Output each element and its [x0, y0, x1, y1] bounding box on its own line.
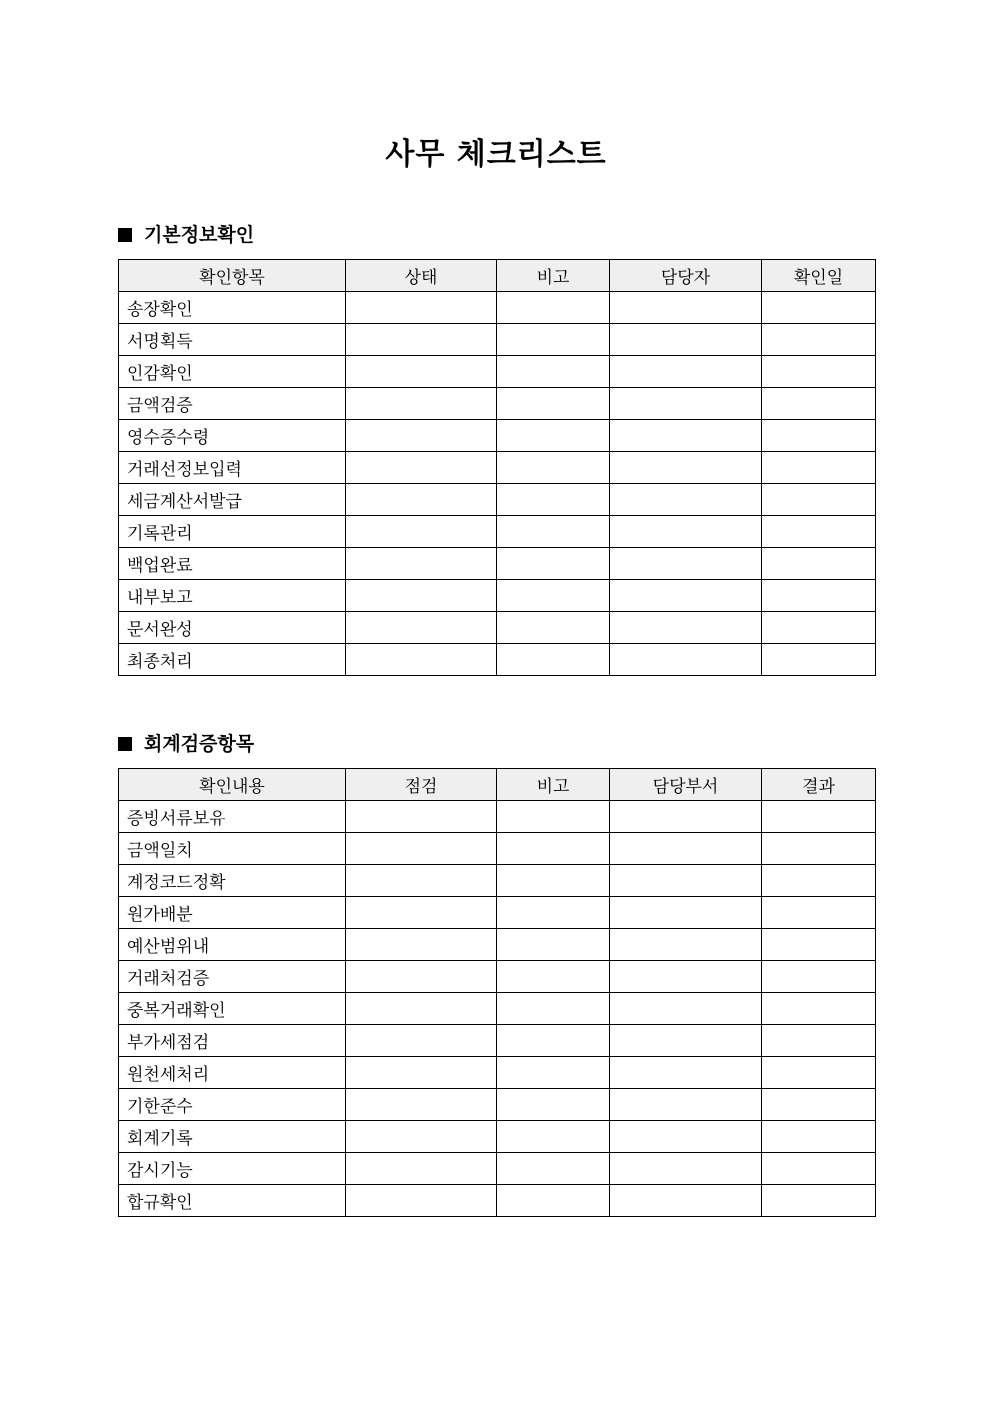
item-label-cell: 금액일치 [119, 833, 346, 865]
item-label-cell: 계정코드정확 [119, 865, 346, 897]
table-row [119, 865, 876, 897]
blank-entry-cell[interactable] [610, 548, 762, 580]
blank-entry-cell[interactable] [497, 612, 610, 644]
table-row [119, 356, 876, 388]
blank-entry-cell[interactable] [346, 452, 497, 484]
item-label-cell: 기한준수 [119, 1089, 346, 1121]
column-header: 비고 [497, 260, 610, 292]
blank-entry-cell[interactable] [497, 801, 610, 833]
item-label-cell: 영수증수령 [119, 420, 346, 452]
blank-entry-cell[interactable] [762, 1057, 876, 1089]
table-row [119, 516, 876, 548]
blank-entry-cell[interactable] [346, 833, 497, 865]
blank-entry-cell[interactable] [610, 388, 762, 420]
blank-entry-cell[interactable] [497, 516, 610, 548]
blank-entry-cell[interactable] [497, 484, 610, 516]
square-bullet-icon [118, 228, 132, 242]
blank-entry-cell[interactable] [497, 1089, 610, 1121]
table-row [119, 324, 876, 356]
column-header: 확인항목 [119, 260, 346, 292]
blank-entry-cell[interactable] [497, 1185, 610, 1217]
blank-entry-cell[interactable] [497, 1153, 610, 1185]
blank-entry-cell[interactable] [497, 548, 610, 580]
table-row [119, 961, 876, 993]
blank-entry-cell[interactable] [610, 929, 762, 961]
section-heading-accounting [118, 731, 254, 757]
column-header: 확인일 [762, 260, 876, 292]
blank-entry-cell[interactable] [762, 644, 876, 676]
blank-entry-cell[interactable] [762, 356, 876, 388]
table-row [119, 1025, 876, 1057]
blank-entry-cell[interactable] [762, 1121, 876, 1153]
blank-entry-cell[interactable] [346, 1089, 497, 1121]
blank-entry-cell[interactable] [610, 356, 762, 388]
item-label-cell: 세금계산서발급 [119, 484, 346, 516]
blank-entry-cell[interactable] [346, 388, 497, 420]
table-row [119, 1153, 876, 1185]
table-row [119, 420, 876, 452]
blank-entry-cell[interactable] [762, 580, 876, 612]
item-label-cell: 회계기록 [119, 1121, 346, 1153]
blank-entry-cell[interactable] [346, 580, 497, 612]
table-row [119, 1089, 876, 1121]
item-label-cell: 인감확인 [119, 356, 346, 388]
column-header: 상태 [346, 260, 497, 292]
blank-entry-cell[interactable] [497, 833, 610, 865]
blank-entry-cell[interactable] [610, 324, 762, 356]
accounting-verification-table [118, 768, 876, 1217]
square-bullet-icon [118, 737, 132, 751]
table-header-row [119, 260, 876, 292]
item-label-cell: 중복거래확인 [119, 993, 346, 1025]
table-row [119, 993, 876, 1025]
column-header: 결과 [762, 769, 876, 801]
item-label-cell: 송장확인 [119, 292, 346, 324]
blank-entry-cell[interactable] [762, 801, 876, 833]
table-row [119, 833, 876, 865]
blank-entry-cell[interactable] [610, 516, 762, 548]
blank-entry-cell[interactable] [762, 324, 876, 356]
blank-entry-cell[interactable] [762, 1185, 876, 1217]
blank-entry-cell[interactable] [762, 833, 876, 865]
blank-entry-cell[interactable] [610, 1121, 762, 1153]
blank-entry-cell[interactable] [346, 1153, 497, 1185]
table-row [119, 484, 876, 516]
blank-entry-cell[interactable] [346, 644, 497, 676]
blank-entry-cell[interactable] [346, 1185, 497, 1217]
blank-entry-cell[interactable] [762, 612, 876, 644]
table-row [119, 292, 876, 324]
item-label-cell: 기록관리 [119, 516, 346, 548]
table-row [119, 612, 876, 644]
blank-entry-cell[interactable] [610, 1153, 762, 1185]
column-header: 비고 [497, 769, 610, 801]
blank-entry-cell[interactable] [610, 644, 762, 676]
blank-entry-cell[interactable] [762, 388, 876, 420]
blank-entry-cell[interactable] [346, 929, 497, 961]
blank-entry-cell[interactable] [497, 580, 610, 612]
item-label-cell: 문서완성 [119, 612, 346, 644]
table-row [119, 644, 876, 676]
blank-entry-cell[interactable] [610, 993, 762, 1025]
blank-entry-cell[interactable] [346, 897, 497, 929]
blank-entry-cell[interactable] [497, 356, 610, 388]
item-label-cell: 증빙서류보유 [119, 801, 346, 833]
table-row [119, 548, 876, 580]
section-heading-label: 기본정보확인 [144, 224, 255, 246]
blank-entry-cell[interactable] [762, 1025, 876, 1057]
blank-entry-cell[interactable] [610, 1089, 762, 1121]
blank-entry-cell[interactable] [497, 1025, 610, 1057]
table-row [119, 897, 876, 929]
blank-entry-cell[interactable] [762, 1153, 876, 1185]
blank-entry-cell[interactable] [497, 961, 610, 993]
blank-entry-cell[interactable] [346, 484, 497, 516]
blank-entry-cell[interactable] [610, 1025, 762, 1057]
blank-entry-cell[interactable] [762, 1089, 876, 1121]
blank-entry-cell[interactable] [610, 452, 762, 484]
blank-entry-cell[interactable] [497, 292, 610, 324]
column-header: 확인내용 [119, 769, 346, 801]
item-label-cell: 내부보고 [119, 580, 346, 612]
blank-entry-cell[interactable] [762, 420, 876, 452]
blank-entry-cell[interactable] [497, 1121, 610, 1153]
blank-entry-cell[interactable] [346, 993, 497, 1025]
blank-entry-cell[interactable] [762, 548, 876, 580]
blank-entry-cell[interactable] [762, 993, 876, 1025]
blank-entry-cell[interactable] [346, 1025, 497, 1057]
blank-entry-cell[interactable] [497, 452, 610, 484]
item-label-cell: 백업완료 [119, 548, 346, 580]
blank-entry-cell[interactable] [497, 420, 610, 452]
blank-entry-cell[interactable] [497, 865, 610, 897]
blank-entry-cell[interactable] [346, 801, 497, 833]
blank-entry-cell[interactable] [762, 929, 876, 961]
blank-entry-cell[interactable] [346, 548, 497, 580]
section-heading-basic-info [118, 222, 254, 248]
table-row [119, 1121, 876, 1153]
item-label-cell: 거래처검증 [119, 961, 346, 993]
table-row [119, 388, 876, 420]
table-header-row [119, 769, 876, 801]
blank-entry-cell[interactable] [497, 897, 610, 929]
item-label-cell: 예산범위내 [119, 929, 346, 961]
blank-entry-cell[interactable] [610, 1057, 762, 1089]
blank-entry-cell[interactable] [610, 897, 762, 929]
blank-entry-cell[interactable] [610, 484, 762, 516]
item-label-cell: 감시기능 [119, 1153, 346, 1185]
blank-entry-cell[interactable] [762, 452, 876, 484]
item-label-cell: 거래선정보입력 [119, 452, 346, 484]
table-row [119, 801, 876, 833]
blank-entry-cell[interactable] [610, 580, 762, 612]
blank-entry-cell[interactable] [762, 516, 876, 548]
blank-entry-cell[interactable] [346, 516, 497, 548]
column-header: 담당부서 [610, 769, 762, 801]
section-heading-label: 회계검증항목 [144, 733, 255, 755]
blank-entry-cell[interactable] [346, 324, 497, 356]
blank-entry-cell[interactable] [346, 1057, 497, 1089]
blank-entry-cell[interactable] [610, 961, 762, 993]
table-row [119, 452, 876, 484]
table-row [119, 929, 876, 961]
blank-entry-cell[interactable] [346, 420, 497, 452]
column-header: 점검 [346, 769, 497, 801]
blank-entry-cell[interactable] [762, 897, 876, 929]
item-label-cell: 합규확인 [119, 1185, 346, 1217]
blank-entry-cell[interactable] [497, 929, 610, 961]
blank-entry-cell[interactable] [762, 961, 876, 993]
table-row [119, 1057, 876, 1089]
item-label-cell: 금액검증 [119, 388, 346, 420]
blank-entry-cell[interactable] [497, 388, 610, 420]
basic-info-table [118, 259, 876, 676]
blank-entry-cell[interactable] [762, 292, 876, 324]
blank-entry-cell[interactable] [610, 292, 762, 324]
blank-entry-cell[interactable] [762, 484, 876, 516]
blank-entry-cell[interactable] [610, 1185, 762, 1217]
table-row [119, 1185, 876, 1217]
blank-entry-cell[interactable] [497, 1057, 610, 1089]
blank-entry-cell[interactable] [346, 865, 497, 897]
item-label-cell: 원천세처리 [119, 1057, 346, 1089]
blank-entry-cell[interactable] [346, 292, 497, 324]
blank-entry-cell[interactable] [610, 833, 762, 865]
blank-entry-cell[interactable] [497, 644, 610, 676]
item-label-cell: 원가배분 [119, 897, 346, 929]
item-label-cell: 최종처리 [119, 644, 346, 676]
blank-entry-cell[interactable] [762, 865, 876, 897]
blank-entry-cell[interactable] [346, 612, 497, 644]
blank-entry-cell[interactable] [497, 993, 610, 1025]
blank-entry-cell[interactable] [346, 1121, 497, 1153]
table-row [119, 580, 876, 612]
blank-entry-cell[interactable] [610, 420, 762, 452]
blank-entry-cell[interactable] [346, 961, 497, 993]
blank-entry-cell[interactable] [610, 612, 762, 644]
page-title: 사무 체크리스트 [385, 137, 607, 172]
item-label-cell: 부가세점검 [119, 1025, 346, 1057]
blank-entry-cell[interactable] [497, 324, 610, 356]
blank-entry-cell[interactable] [610, 801, 762, 833]
item-label-cell: 서명획득 [119, 324, 346, 356]
blank-entry-cell[interactable] [610, 865, 762, 897]
blank-entry-cell[interactable] [346, 356, 497, 388]
column-header: 담당자 [610, 260, 762, 292]
